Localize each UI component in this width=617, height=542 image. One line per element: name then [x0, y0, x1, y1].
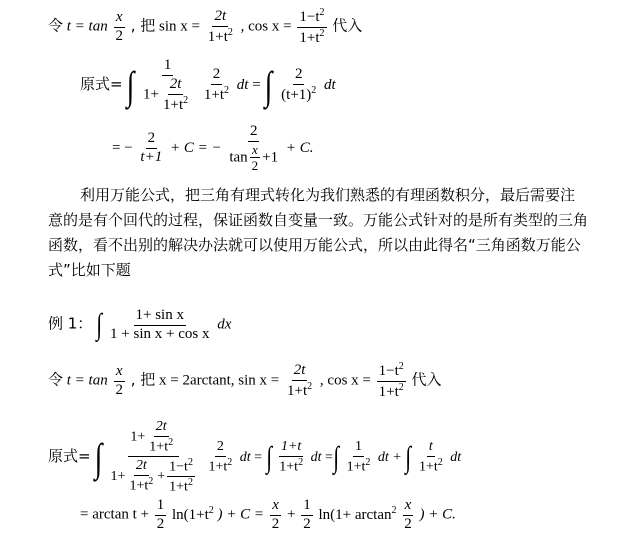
- integral-line-1: 原式= ∫ 1 1+ $\frac{2t}{1+t^2}$ $\frac{2}{1+t^2}$ dt = ∫ $\frac{2}{(t+1)^2}$ dt: [80, 57, 336, 113]
- example-1: 例 1： ∫ $\frac{\text{1+ sin x}}{\text{1 + sin x + cos x}}$ dx: [48, 307, 232, 342]
- substitution-line: [48, 8, 362, 47]
- cos-eq: , cos x =: [240, 18, 292, 35]
- example-label: 例 1：: [48, 314, 93, 333]
- final-result-line: = arctan t + $\frac{1}{2}$ $\ln(1+t^2$ ) + C = $\frac{x}{2}$ + $\frac{1}{2}$ $\ln(1+ \arctan^2$ $\frac{x}{2}$ ) + C.: [80, 497, 456, 532]
- ba-label: , 把: [130, 16, 156, 35]
- two-over-tan-plus-1: 2 tan $\frac{x}{2}$ +1: [229, 123, 279, 174]
- cos-fraction: $\frac{1-t^2}{1+t^2}$: [299, 7, 325, 46]
- big-nested-fraction: 1+ $\frac{2t}{1+t^2}$ 1+ $\frac{2t}{1+t^2}$ + $\frac{1-t^2}{1+t^2}$: [110, 419, 193, 496]
- substitution-line-2: 令 t = tan $\frac{x}{2}$ , 把 x = 2arctant, sin x = $\frac{2t}{1+t^2}$ , cos x = $\frac{1-t^2}{1+t^2}$ 代入: [48, 361, 442, 400]
- dt: dt: [236, 77, 249, 94]
- yuanshi-label: 原式=: [80, 75, 123, 94]
- sin-eq: sin x =: [159, 18, 200, 35]
- two-over-t-plus-1-sq: $\frac{2}{(t+1)^2}$: [281, 66, 317, 104]
- two-over-1plus-t2: $\frac{2}{1+t^2}$: [203, 66, 230, 104]
- result-line-1: = − $\frac{2}{t+1}$ + C = − 2 tan $\frac{x}{2}$ +1 + C.: [112, 123, 314, 174]
- t-eq-tan: t = tan: [66, 18, 108, 35]
- integral-line-2: 原式= ∫ 1+ $\frac{2t}{1+t^2}$ 1+ $\frac{2t}{1+t^2}$ + $\frac{1-t^2}{1+t^2}$ $\frac{2}{1+t^2}$ dt = ∫ $\frac{1+t}{1+t^2}$ dt =∫ $\frac{1}{1+t^2}$ dt + ∫ $\frac{t}{1+t^2}$ dt: [48, 419, 462, 496]
- nested-fraction: 1 1+ $\frac{2t}{1+t^2}$: [143, 57, 189, 113]
- x-over-2: $\frac{x}{2}$: [115, 9, 123, 44]
- let-label: 令: [48, 16, 64, 35]
- daishi-label: 代入: [332, 16, 363, 35]
- example-integrand: $\frac{\text{1+ sin x}}{\text{1 + sin x + cos x}}$: [110, 307, 210, 342]
- explanation-paragraph: 利用万能公式，把三角有理式转化为我们熟悉的有理函数积分，最后需要注意的是有个回代的过程，保证函数自变量一致。万能公式针对的是所有类型的三角函数，看不出别的解决办法就可以使用万能公式，所以由此得名“三角函数万能公式”比如下题: [48, 186, 589, 279]
- sin-fraction: $\frac{2t}{1+t^2}$: [207, 8, 233, 45]
